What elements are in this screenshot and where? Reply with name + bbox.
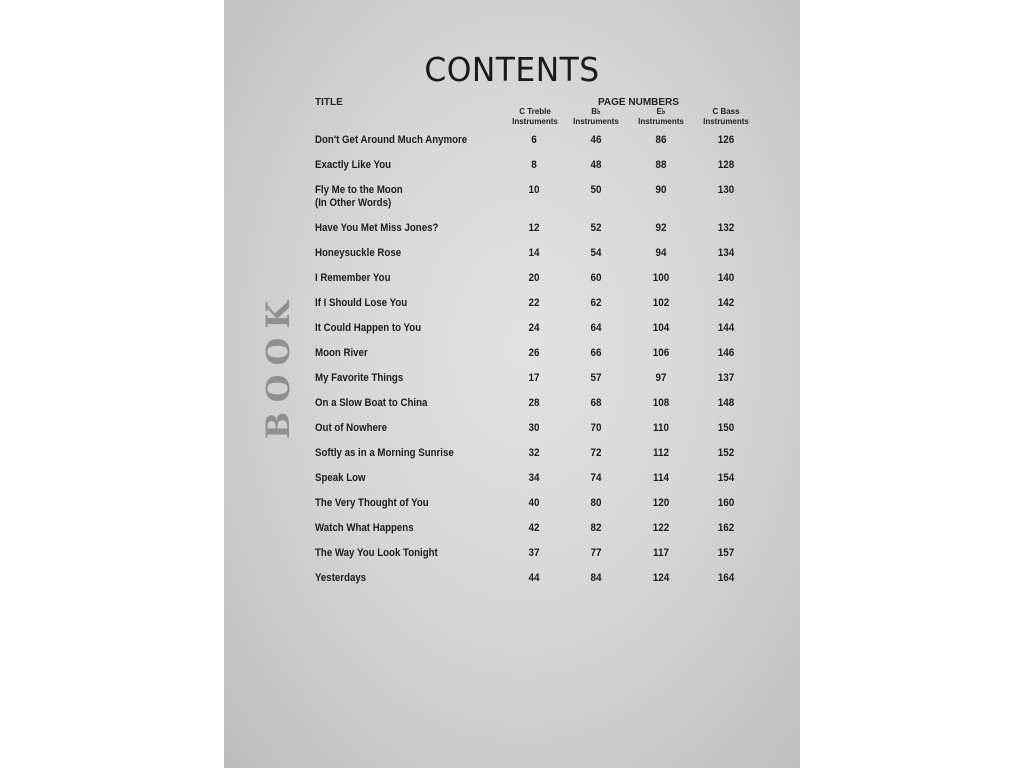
table-row: [224, 522, 800, 538]
table-row: [224, 159, 800, 175]
page-number-bb: 82: [590, 522, 602, 534]
page-number-bass: 162: [717, 522, 735, 534]
table-row: [224, 134, 800, 150]
page-number-bb: 64: [590, 322, 602, 334]
page-number-bb: 66: [590, 347, 602, 359]
page-number-bass: 140: [717, 272, 735, 284]
page-number-c: 40: [528, 497, 540, 509]
page-number-bb: 46: [590, 134, 602, 146]
page-number-bb: 54: [590, 247, 602, 259]
song-title: The Very Thought of You: [315, 497, 429, 509]
page-number-eb: 100: [652, 272, 670, 284]
page-number-c: 37: [528, 547, 540, 559]
page-number-bb: 60: [590, 272, 602, 284]
page-number-c: 24: [528, 322, 540, 334]
page-number-c: 17: [528, 372, 540, 384]
table-row: [224, 397, 800, 413]
page-number-bb: 62: [590, 297, 602, 309]
col-header-e-flat: E♭ Instruments: [638, 107, 684, 126]
page-number-c: 44: [528, 572, 540, 584]
table-row: [224, 472, 800, 488]
page-number-c: 10: [528, 184, 540, 196]
page-number-eb: 108: [652, 397, 670, 409]
col-header-b-flat: B♭ Instruments: [573, 107, 619, 126]
page-title: CONTENTS: [424, 50, 600, 89]
col-header-c-treble: C Treble Instruments: [512, 107, 558, 126]
song-title: Moon River: [315, 347, 368, 359]
page-number-bass: 148: [717, 397, 735, 409]
page-number-eb: 102: [652, 297, 670, 309]
page-number-bb: 50: [590, 184, 602, 196]
page-number-bass: 154: [717, 472, 735, 484]
page-number-bass: 137: [717, 372, 735, 384]
page-number-bb: 52: [590, 222, 602, 234]
page-number-bass: 164: [717, 572, 735, 584]
side-book-label: BOOK: [259, 291, 297, 439]
page-number-c: 32: [528, 447, 540, 459]
song-title: If I Should Lose You: [315, 297, 408, 309]
table-row: [224, 247, 800, 263]
page-number-bb: 80: [590, 497, 602, 509]
page-number-eb: 88: [655, 159, 667, 171]
page-number-bass: 142: [717, 297, 735, 309]
page-number-c: 30: [528, 422, 540, 434]
song-title: My Favorite Things: [315, 372, 404, 384]
page-number-bass: 128: [717, 159, 735, 171]
page-number-bb: 77: [590, 547, 602, 559]
table-row: [224, 272, 800, 288]
song-title: It Could Happen to You: [315, 322, 422, 334]
page-number-bass: 157: [717, 547, 735, 559]
page-number-bb: 68: [590, 397, 602, 409]
page-number-c: 14: [528, 247, 540, 259]
page-number-bass: 130: [717, 184, 735, 196]
page-number-eb: 114: [653, 472, 669, 484]
table-row: [224, 447, 800, 463]
page-number-bass: 150: [717, 422, 735, 434]
song-title: Yesterdays: [315, 572, 367, 584]
page-number-eb: 124: [652, 572, 670, 584]
title-column-header: TITLE: [315, 97, 343, 108]
table-row: [224, 372, 800, 388]
table-row: [224, 572, 800, 588]
song-title: The Way You Look Tonight: [315, 547, 438, 559]
song-title: Softly as in a Morning Sunrise: [315, 447, 454, 459]
table-row: [224, 422, 800, 438]
page-number-c: 8: [531, 159, 537, 171]
page-number-bb: 48: [590, 159, 602, 171]
page-number-c: 6: [531, 134, 537, 146]
table-row: [224, 184, 800, 209]
page-number-c: 22: [528, 297, 540, 309]
page-number-c: 12: [528, 222, 540, 234]
page-number-eb: 97: [655, 372, 667, 384]
page-number-bass: 144: [717, 322, 735, 334]
page-number-c: 42: [528, 522, 540, 534]
page-number-eb: 117: [653, 547, 669, 559]
page-number-c: 20: [528, 272, 540, 284]
song-title: Honeysuckle Rose: [315, 247, 402, 259]
page-number-eb: 120: [652, 497, 670, 509]
page-number-eb: 104: [652, 322, 670, 334]
page-number-eb: 112: [653, 447, 669, 459]
song-title: Fly Me to the Moon (In Other Words): [315, 184, 403, 209]
page-number-bass: 132: [717, 222, 735, 234]
page-number-bass: 152: [717, 447, 735, 459]
page-number-bb: 72: [590, 447, 602, 459]
page-number-eb: 86: [655, 134, 667, 146]
song-title: Have You Met Miss Jones?: [315, 222, 439, 234]
page-number-eb: 122: [652, 522, 670, 534]
page-numbers-header: PAGE NUMBERS: [598, 97, 679, 108]
page-number-eb: 94: [655, 247, 667, 259]
table-row: [224, 547, 800, 563]
page-number-eb: 110: [653, 422, 669, 434]
table-row: [224, 222, 800, 238]
page-number-bass: 160: [717, 497, 735, 509]
song-title: I Remember You: [315, 272, 391, 284]
table-row: [224, 347, 800, 363]
page-number-bass: 134: [717, 247, 735, 259]
col-header-c-bass: C Bass Instruments: [703, 107, 749, 126]
song-title: Speak Low: [315, 472, 366, 484]
song-title: On a Slow Boat to China: [315, 397, 428, 409]
song-title: Exactly Like You: [315, 159, 392, 171]
song-title: Out of Nowhere: [315, 422, 388, 434]
book-page: [224, 0, 800, 768]
page-number-bb: 70: [590, 422, 602, 434]
page-number-bass: 146: [717, 347, 735, 359]
table-row: [224, 497, 800, 513]
page-number-bb: 57: [590, 372, 602, 384]
page-number-c: 34: [528, 472, 540, 484]
page-number-bass: 126: [717, 134, 735, 146]
page-number-c: 26: [528, 347, 540, 359]
page-number-eb: 92: [655, 222, 667, 234]
page-number-c: 28: [528, 397, 540, 409]
table-row: [224, 322, 800, 338]
page-number-bb: 74: [590, 472, 602, 484]
song-title: Watch What Happens: [315, 522, 414, 534]
page-number-bb: 84: [590, 572, 602, 584]
page-number-eb: 90: [655, 184, 667, 196]
song-title: Don't Get Around Much Anymore: [315, 134, 468, 146]
page-number-eb: 106: [652, 347, 670, 359]
table-row: [224, 297, 800, 313]
